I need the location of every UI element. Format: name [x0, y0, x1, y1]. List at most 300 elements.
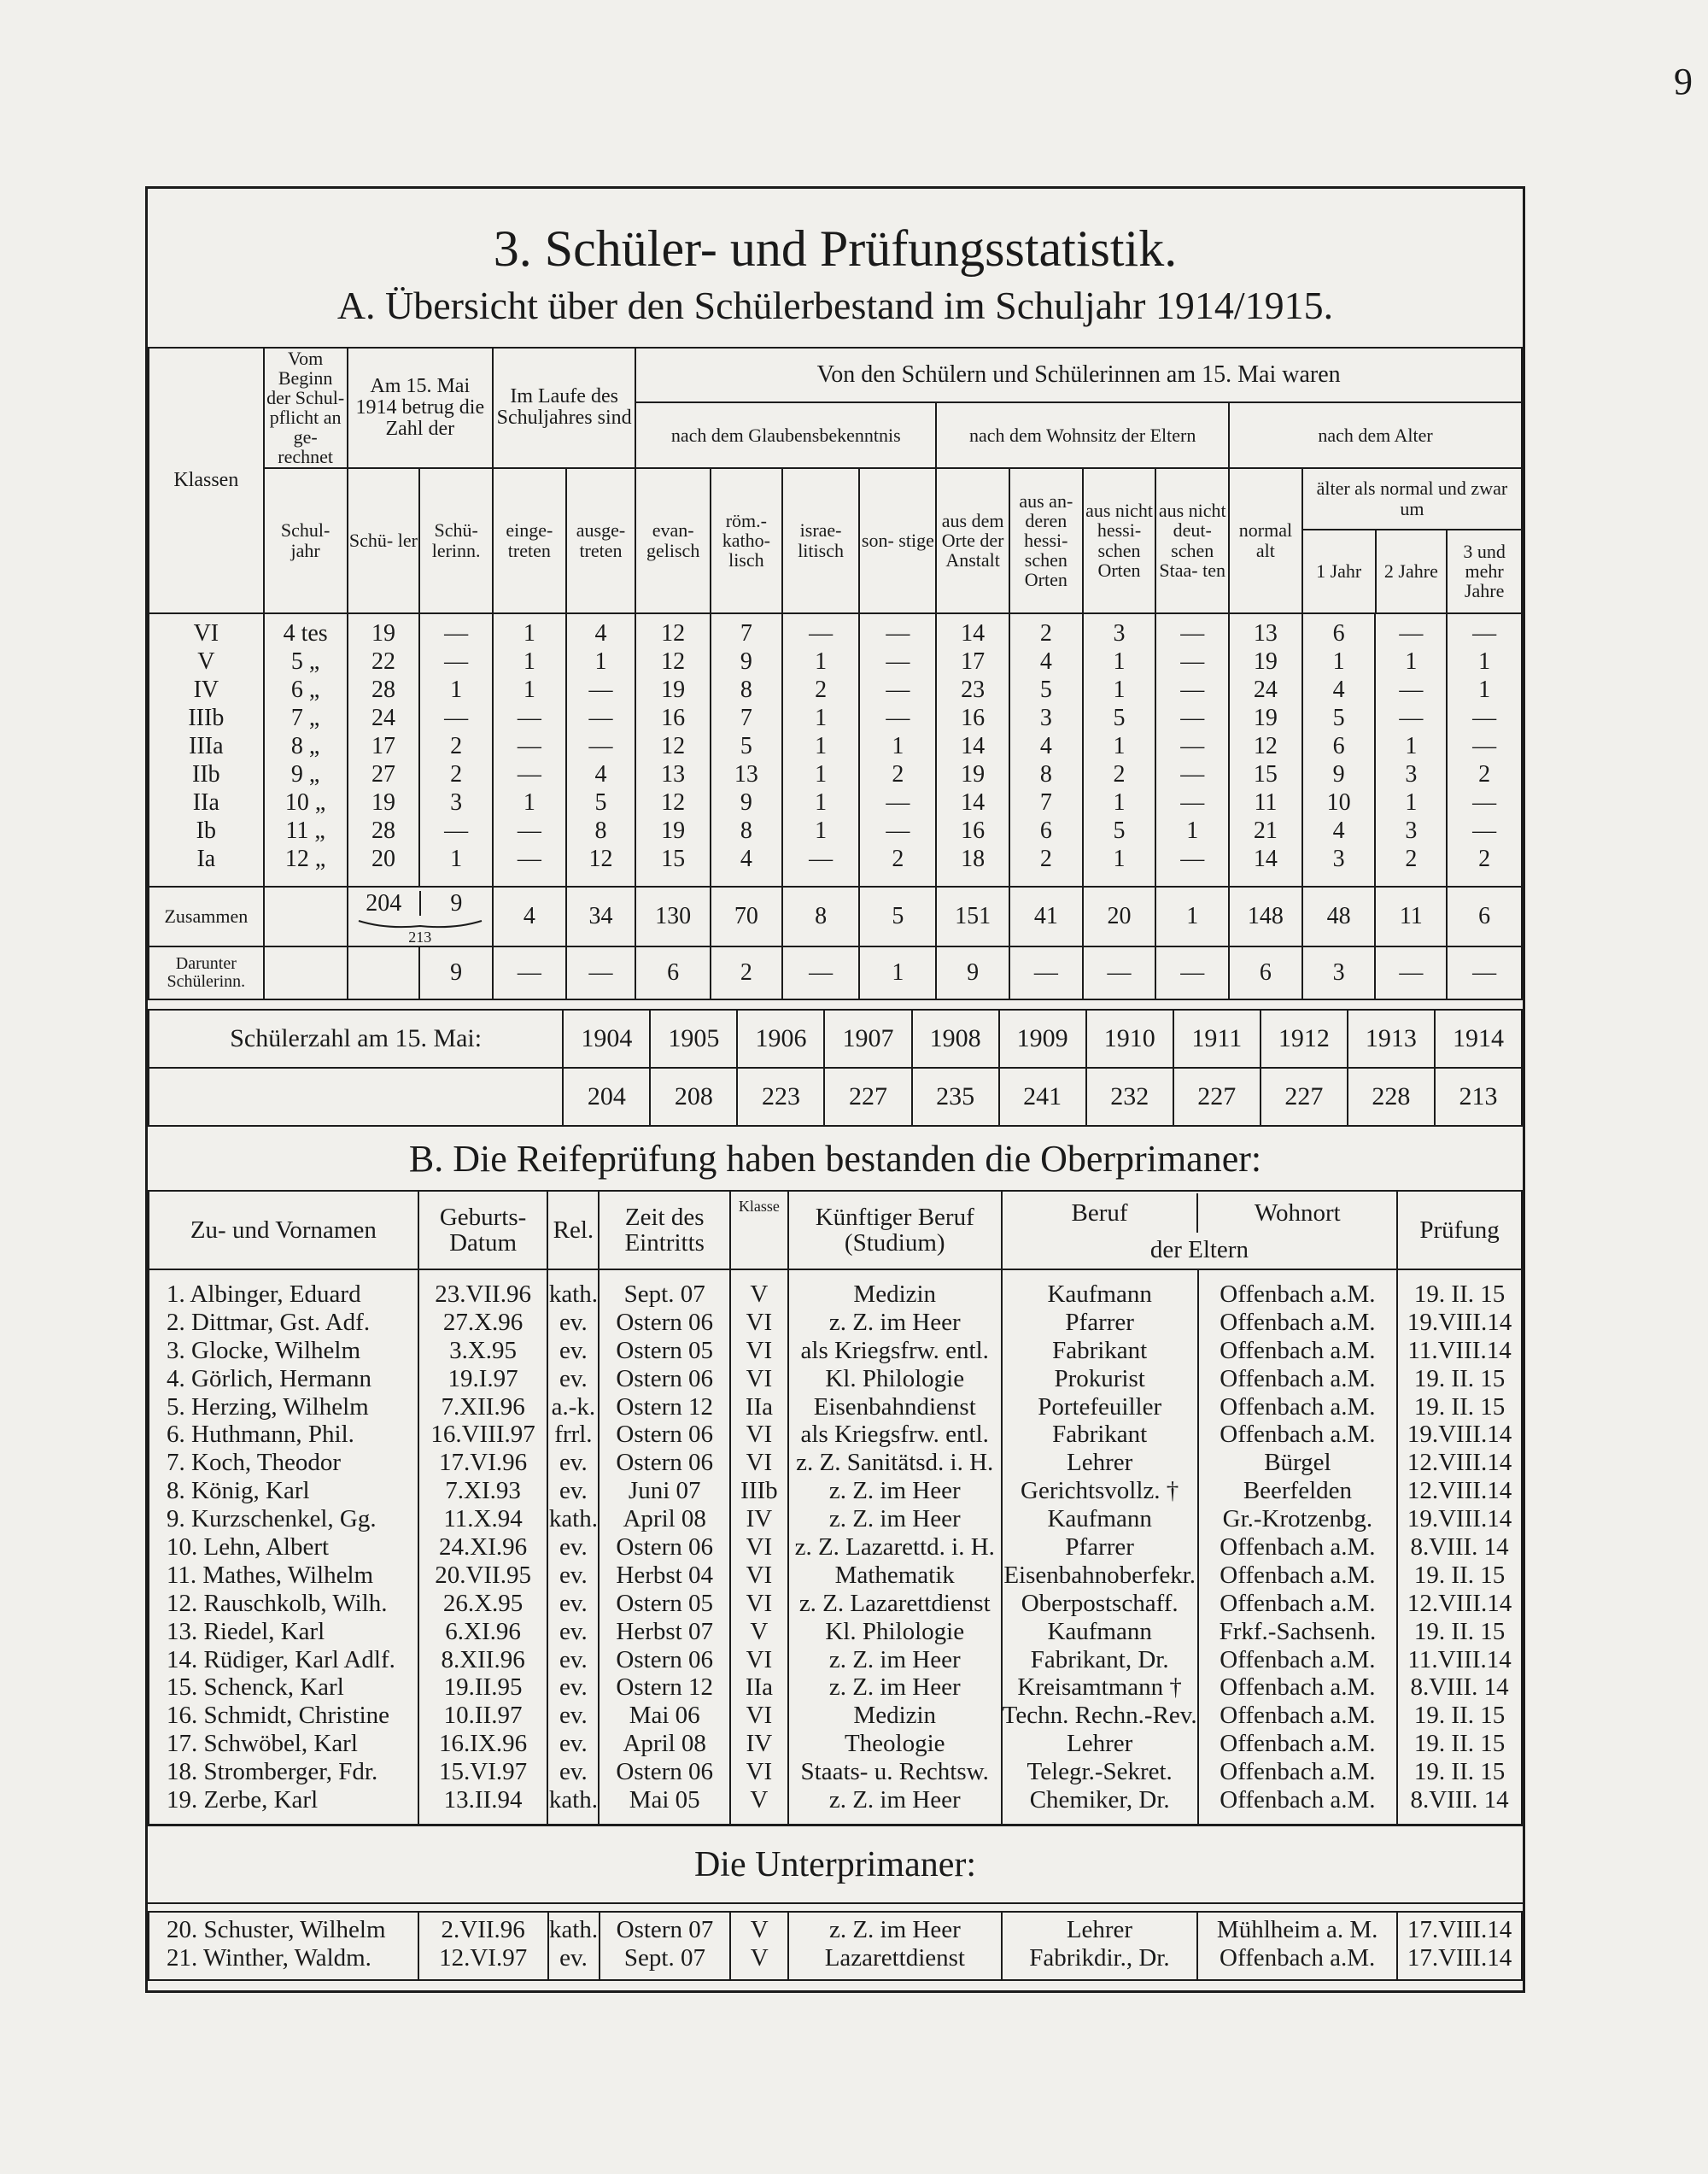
list-item-wohnort: Offenbach a.M.	[1220, 1944, 1376, 1972]
table-cell: —	[1180, 788, 1205, 816]
list-item-rel: ev.	[559, 1336, 588, 1364]
table-cell: —	[809, 845, 834, 872]
list-item-beruf: Oberpostschaff.	[1021, 1589, 1179, 1617]
list-item-beruf: Lehrer	[1067, 1730, 1133, 1758]
table-cell: —	[1180, 760, 1205, 788]
table-cell: —	[1472, 704, 1497, 731]
header-evangelisch: evan- gelisch	[635, 468, 711, 613]
table-cell: 2	[892, 760, 904, 788]
table-cell: 7	[740, 704, 752, 731]
zusammen-row	[149, 887, 1522, 946]
list-item-beruf: Kaufmann	[1047, 1617, 1152, 1645]
darunter-cell: 2	[711, 946, 782, 999]
list-item-pruefung: 19.VIII.14	[1407, 1308, 1512, 1336]
list-item-zeit: Ostern 12	[616, 1392, 713, 1421]
table-cell: 5	[594, 788, 607, 816]
list-item-klasse: VI	[746, 1308, 773, 1336]
darunter-cell: —	[1375, 946, 1447, 999]
list-item-studium: z. Z. Sanitätsd. i. H.	[796, 1449, 994, 1477]
table-cell: V	[197, 648, 215, 675]
list-item-studium: als Kriegsfrw. entl.	[800, 1421, 989, 1449]
list-item-zeit: Sept. 07	[623, 1944, 705, 1972]
table-cell: IIIb	[188, 704, 225, 731]
table-cell: 3	[1405, 817, 1418, 844]
list-item-name: 7. Koch, Theodor	[167, 1449, 342, 1477]
list-item-geburt: 24.XI.96	[439, 1533, 528, 1562]
list-item-name: 1. Albinger, Eduard	[167, 1280, 361, 1308]
table-cell: 1	[815, 760, 828, 788]
list-item-geburt: 23.VII.96	[435, 1280, 531, 1308]
list-item-rel: ev.	[559, 1617, 588, 1645]
table-cell: 10	[1326, 788, 1351, 816]
table-cell: 13	[1253, 619, 1278, 647]
column-geburt	[418, 1912, 548, 1980]
header-alter: nach dem Alter	[1229, 402, 1522, 468]
header-katholisch: röm.- katho- lisch	[711, 468, 782, 613]
table-cell: —	[1399, 619, 1424, 647]
list-item-name: 5. Herzing, Wilhelm	[167, 1392, 369, 1421]
schuelerzahl-label: Schülerzahl am 15. Mai:	[149, 1010, 563, 1068]
list-item-zeit: April 08	[623, 1505, 706, 1533]
zusammen-cell: 148	[1229, 887, 1302, 946]
list-item-klasse: V	[750, 1617, 769, 1645]
list-item-pruefung: 8.VIII. 14	[1410, 1786, 1509, 1814]
list-item-zeit: Juni 07	[628, 1477, 701, 1505]
column-pruefung	[1397, 1269, 1522, 1825]
column-sonstige	[859, 613, 936, 887]
count-cell: 213	[1435, 1068, 1522, 1126]
table-cell: 12	[1253, 732, 1278, 759]
list-item-name: 2. Dittmar, Gst. Adf.	[167, 1308, 371, 1336]
table-cell: 6	[1039, 817, 1052, 844]
table-cell: 14	[961, 619, 986, 647]
header-von-den-schuelern: Von den Schülern und Schülerinnen am 15. Mai waren	[635, 348, 1522, 402]
table-cell: —	[1472, 817, 1497, 844]
table-cell: 24	[1253, 676, 1278, 703]
list-item-wohnort: Offenbach a.M.	[1220, 1280, 1376, 1308]
list-item-geburt: 20.VII.95	[435, 1561, 531, 1589]
list-item-klasse: IIa	[745, 1392, 773, 1421]
table-cell: —	[1180, 704, 1205, 731]
list-item-pruefung: 8.VIII. 14	[1410, 1533, 1509, 1562]
darunter-schuelerinnen: 9	[419, 946, 493, 999]
unterprimaner-title: Die Unterprimaner:	[693, 1845, 977, 1884]
table-cell: —	[886, 676, 910, 703]
column-3-jahre	[1447, 613, 1522, 887]
list-item-geburt: 2.VII.96	[441, 1916, 525, 1943]
list-item-beruf: Fabrikant	[1052, 1336, 1148, 1364]
zusammen-cell: 130	[635, 887, 711, 946]
list-item-klasse: VI	[746, 1533, 773, 1562]
zusammen-cell: 20	[1083, 887, 1156, 946]
column-schueler	[348, 613, 420, 887]
table-cell: 1	[815, 817, 828, 844]
table-cell: —	[1180, 732, 1205, 759]
page-title: 3. Schüler- und Prüfungsstatistik.	[493, 220, 1178, 277]
table-cell: 1	[450, 676, 463, 703]
header-wohnort: Wohnort	[1196, 1193, 1396, 1233]
list-item-name: 8. König, Karl	[167, 1477, 310, 1505]
zusammen-cell: 5	[859, 887, 936, 946]
column-name	[149, 1269, 418, 1825]
column-klassen	[149, 613, 264, 887]
table-cell: Ib	[196, 817, 216, 844]
page-number: 9	[1674, 61, 1693, 103]
schuelerzahl-years-row	[149, 1010, 1522, 1068]
list-item-zeit: Herbst 07	[616, 1617, 713, 1645]
zusammen-cell: 8	[782, 887, 860, 946]
list-item-klasse: V	[750, 1786, 769, 1814]
table-cell: 3	[1113, 619, 1126, 647]
table-cell: 4 tes	[283, 619, 328, 647]
table-cell: —	[588, 704, 613, 731]
table-cell: 4	[594, 760, 607, 788]
list-item-klasse: V	[750, 1944, 769, 1972]
zusammen-cell: 41	[1009, 887, 1083, 946]
list-item-pruefung: 19. II. 15	[1413, 1617, 1506, 1645]
table-cell: 5	[740, 732, 752, 759]
column-beruf	[1002, 1912, 1198, 1980]
class-data-row	[149, 613, 1522, 887]
divider	[148, 1902, 1523, 1904]
table-cell: 2	[815, 676, 828, 703]
list-item-studium: Medizin	[853, 1702, 937, 1730]
table-cell: IIb	[192, 760, 220, 788]
list-item-klasse: V	[750, 1916, 769, 1943]
list-item-name: 21. Winther, Waldm.	[167, 1944, 371, 1972]
unterprimaner-body-row	[149, 1912, 1522, 1980]
list-item-geburt: 7.XII.96	[441, 1392, 525, 1421]
table-cell: 14	[961, 788, 986, 816]
table-cell: —	[517, 732, 541, 759]
header-3-jahre: 3 und mehr Jahre	[1463, 540, 1506, 602]
table-cell: 1	[815, 648, 828, 675]
table-cell: 2	[450, 760, 463, 788]
list-item-studium: Lazarettdienst	[824, 1944, 965, 1972]
year-cell: 1913	[1348, 1010, 1435, 1068]
column-zeit	[600, 1912, 731, 1980]
table-cell: 8	[740, 817, 752, 844]
darunter-cell: —	[782, 946, 860, 999]
table-cell: 1	[1405, 648, 1418, 675]
list-item-rel: a.-k.	[551, 1392, 596, 1421]
table-cell: 2	[450, 732, 463, 759]
table-cell: —	[1472, 619, 1497, 647]
list-item-pruefung: 19. II. 15	[1413, 1758, 1506, 1786]
count-cell: 235	[912, 1068, 999, 1126]
list-item-rel: ev.	[559, 1758, 588, 1786]
table-cell: IV	[193, 676, 219, 703]
table-cell: —	[809, 619, 834, 647]
list-item-name: 13. Riedel, Karl	[167, 1617, 325, 1645]
list-item-klasse: VI	[746, 1336, 773, 1364]
table-cell: 5 „	[290, 648, 320, 675]
list-item-geburt: 3.X.95	[449, 1336, 518, 1364]
table-cell: 1	[1405, 788, 1418, 816]
year-cell: 1906	[737, 1010, 824, 1068]
table-cell: 1	[1113, 732, 1126, 759]
list-item-beruf: Telegr.-Sekret.	[1027, 1758, 1173, 1786]
table-cell: —	[1180, 845, 1205, 872]
header-wohnsitz: nach dem Wohnsitz der Eltern	[936, 402, 1229, 468]
table-cell: 3	[450, 788, 463, 816]
list-item-zeit: Sept. 07	[623, 1280, 705, 1308]
table-cell: 1	[1113, 788, 1126, 816]
list-item-wohnort: Mühlheim a. M.	[1216, 1916, 1378, 1943]
table-cell: —	[444, 619, 469, 647]
table-cell: 8	[594, 817, 607, 844]
reifepruefung-header-row	[149, 1191, 1522, 1269]
zusammen-total-cell	[348, 887, 493, 946]
table-cell: 16	[961, 704, 986, 731]
list-item-klasse: VI	[746, 1589, 773, 1617]
list-item-geburt: 11.X.94	[443, 1505, 523, 1533]
zusammen-cell: 34	[566, 887, 636, 946]
list-item-klasse: IV	[746, 1505, 773, 1533]
list-item-wohnort: Offenbach a.M.	[1220, 1645, 1376, 1673]
column-rel	[548, 1912, 600, 1980]
list-item-rel: ev.	[559, 1477, 588, 1505]
table-cell: 17	[371, 732, 395, 759]
table-cell: —	[886, 648, 910, 675]
list-item-pruefung: 19.VIII.14	[1407, 1421, 1512, 1449]
reifepruefung-body-row	[149, 1269, 1522, 1825]
year-cell: 1907	[824, 1010, 911, 1068]
list-item-klasse: VI	[746, 1702, 773, 1730]
table-cell: 21	[1253, 817, 1278, 844]
list-item-klasse: VI	[746, 1758, 773, 1786]
table-cell: 1	[1113, 845, 1126, 872]
list-item-wohnort: Offenbach a.M.	[1220, 1421, 1376, 1449]
list-item-rel: ev.	[559, 1533, 588, 1562]
list-item-studium: z. Z. im Heer	[828, 1673, 961, 1702]
table-cell: 9	[740, 648, 752, 675]
table-cell: —	[517, 760, 541, 788]
table-cell: 8	[1039, 760, 1052, 788]
header-glaubensbekenntnis: nach dem Glaubensbekenntnis	[635, 402, 936, 468]
darunter-cell: 1	[859, 946, 936, 999]
darunter-cell: 6	[1229, 946, 1302, 999]
header-ausgetreten: ausge- treten	[566, 468, 636, 613]
table-cell: 1	[815, 732, 828, 759]
list-item-geburt: 16.IX.96	[439, 1730, 528, 1758]
column-normal-alt	[1229, 613, 1302, 887]
table-cell: —	[588, 732, 613, 759]
list-item-zeit: April 08	[623, 1730, 706, 1758]
list-item-pruefung: 19. II. 15	[1413, 1364, 1506, 1392]
table-cell: 5	[1113, 704, 1126, 731]
list-item-zeit: Ostern 07	[616, 1916, 714, 1943]
list-item-wohnort: Offenbach a.M.	[1220, 1364, 1376, 1392]
list-item-studium: z. Z. Lazarettdienst	[798, 1589, 991, 1617]
list-item-pruefung: 19.VIII.14	[1407, 1505, 1512, 1533]
list-item-rel: frrl.	[554, 1421, 593, 1449]
list-item-zeit: Ostern 06	[616, 1758, 713, 1786]
list-item-studium: z. Z. im Heer	[828, 1505, 961, 1533]
table-cell: —	[886, 704, 910, 731]
count-cell: 232	[1086, 1068, 1173, 1126]
column-aus-dem-orte	[936, 613, 1009, 887]
list-item-wohnort: Bürgel	[1264, 1449, 1331, 1477]
table-cell: 6	[1332, 732, 1345, 759]
darunter-cell: —	[1155, 946, 1229, 999]
schuelerzahl-counts-row	[149, 1068, 1522, 1126]
table-cell: 1	[1113, 648, 1126, 675]
list-item-klasse: VI	[746, 1645, 773, 1673]
list-item-klasse: IV	[746, 1730, 773, 1758]
list-item-pruefung: 8.VIII. 14	[1410, 1673, 1509, 1702]
list-item-pruefung: 12.VIII.14	[1407, 1477, 1512, 1505]
table-cell: 19	[961, 760, 986, 788]
header-geburt: Geburts- Datum	[418, 1191, 548, 1269]
year-cell: 1909	[999, 1010, 1086, 1068]
list-item-studium: z. Z. Lazarettd. i. H.	[794, 1533, 995, 1562]
table-cell: 5	[1113, 817, 1126, 844]
list-item-klasse: IIa	[745, 1673, 773, 1702]
list-item-wohnort: Offenbach a.M.	[1220, 1673, 1376, 1702]
column-klasse	[730, 1912, 788, 1980]
table-cell: 15	[661, 845, 686, 872]
header-im-laufe: Im Laufe des Schuljahres sind	[493, 348, 635, 468]
header-aus-nicht-deutsch: aus nicht deut- schen Staa- ten	[1155, 468, 1229, 613]
list-item-pruefung: 19. II. 15	[1413, 1561, 1506, 1589]
header-1-jahr: 1 Jahr	[1303, 530, 1377, 612]
list-item-studium: Eisenbahndienst	[813, 1392, 976, 1421]
count-cell: 241	[999, 1068, 1086, 1126]
list-item-studium: z. Z. im Heer	[828, 1916, 961, 1943]
list-item-rel: ev.	[559, 1730, 588, 1758]
column-zeit	[599, 1269, 730, 1825]
list-item-beruf: Fabrikdir., Dr.	[1029, 1944, 1170, 1972]
list-item-klasse: VI	[746, 1561, 773, 1589]
schuelerzahl-table	[148, 1009, 1523, 1127]
count-cell: 227	[1261, 1068, 1348, 1126]
list-item-studium: Kl. Philologie	[825, 1364, 965, 1392]
header-aus-dem-orte: aus dem Orte der Anstalt	[936, 468, 1009, 613]
column-wohnort	[1198, 1269, 1397, 1825]
brace-icon	[352, 919, 488, 929]
table-cell: 22	[371, 648, 395, 675]
list-item-studium: Mathematik	[834, 1561, 955, 1589]
zusammen-sum: 213	[408, 928, 432, 946]
table-cell: 18	[961, 845, 986, 872]
table-cell: 6	[1332, 619, 1345, 647]
list-item-name: 11. Mathes, Wilhelm	[167, 1561, 374, 1589]
header-zeit: Zeit des Eintritts	[599, 1191, 730, 1269]
list-item-klasse: VI	[746, 1364, 773, 1392]
column-rel	[547, 1269, 599, 1825]
table-cell: 13	[734, 760, 758, 788]
table-cell: —	[1399, 676, 1424, 703]
table-cell: 1	[815, 704, 828, 731]
list-item-geburt: 6.XI.96	[445, 1617, 521, 1645]
table-cell: —	[444, 817, 469, 844]
table-cell: 4	[1332, 676, 1345, 703]
list-item-studium: z. Z. im Heer	[828, 1645, 961, 1673]
list-item-zeit: Ostern 06	[616, 1645, 713, 1673]
header-schuelerinnen: Schü- lerinn.	[419, 468, 493, 613]
list-item-studium: z. Z. im Heer	[828, 1477, 961, 1505]
table-cell: 1	[594, 648, 607, 675]
list-item-name: 9. Kurzschenkel, Gg.	[167, 1505, 377, 1533]
list-item-zeit: Ostern 06	[616, 1308, 713, 1336]
table-cell: 11	[1254, 788, 1278, 816]
column-ausgetreten	[566, 613, 636, 887]
table-cell: 4	[1332, 817, 1345, 844]
list-item-wohnort: Offenbach a.M.	[1220, 1308, 1376, 1336]
header-sonstige: son- stige	[859, 468, 936, 613]
list-item-name: 20. Schuster, Wilhelm	[167, 1916, 386, 1943]
table-cell: 16	[661, 704, 686, 731]
table-cell: 14	[961, 732, 986, 759]
header-normal-alt: normal alt	[1229, 468, 1302, 613]
zusammen-cell: 4	[493, 887, 566, 946]
zusammen-cell: 1	[1155, 887, 1229, 946]
darunter-cell: —	[1083, 946, 1156, 999]
table-cell: 28	[371, 817, 395, 844]
table-cell: IIIa	[189, 732, 224, 759]
list-item-zeit: Ostern 05	[616, 1589, 713, 1617]
zusammen-cell: 48	[1302, 887, 1376, 946]
list-item-rel: kath.	[548, 1505, 598, 1533]
table-cell: —	[886, 619, 910, 647]
header-pruefung: Prüfung	[1397, 1191, 1522, 1269]
table-cell: —	[444, 704, 469, 731]
table-cell: 2	[1478, 845, 1491, 872]
table-cell: 23	[961, 676, 986, 703]
list-item-wohnort: Offenbach a.M.	[1220, 1392, 1376, 1421]
header-schuljahr: Schul- jahr	[264, 468, 348, 613]
list-item-wohnort: Offenbach a.M.	[1220, 1533, 1376, 1562]
list-item-name: 6. Huthmann, Phil.	[167, 1421, 354, 1449]
list-item-studium: Theologie	[844, 1730, 945, 1758]
list-item-pruefung: 11.VIII.14	[1407, 1645, 1512, 1673]
table-cell: 1	[1332, 648, 1345, 675]
list-item-name: 19. Zerbe, Karl	[167, 1786, 319, 1814]
table-cell: —	[1472, 732, 1497, 759]
list-item-wohnort: Offenbach a.M.	[1220, 1561, 1376, 1589]
list-item-geburt: 19.I.97	[447, 1364, 518, 1392]
table-cell: 4	[740, 845, 752, 872]
column-wohnort	[1197, 1912, 1397, 1980]
column-klasse	[730, 1269, 788, 1825]
list-item-rel: ev.	[559, 1645, 588, 1673]
table-cell: 8	[740, 676, 752, 703]
table-cell: 19	[661, 676, 686, 703]
table-cell: 2	[1039, 845, 1052, 872]
table-cell: —	[517, 817, 541, 844]
table-cell: 1	[1478, 676, 1491, 703]
header-am-15-mai: Am 15. Mai 1914 betrug die Zahl der	[348, 348, 493, 468]
list-item-pruefung: 12.VIII.14	[1407, 1589, 1512, 1617]
table-cell: 1	[1478, 648, 1491, 675]
list-item-studium: z. Z. im Heer	[828, 1786, 961, 1814]
count-cell: 228	[1348, 1068, 1435, 1126]
table-cell: 7 „	[290, 704, 320, 731]
header-der-eltern: der Eltern	[1149, 1236, 1249, 1263]
header-aus-anderen-hess: aus an- deren hessi- schen Orten	[1009, 468, 1083, 613]
statistics-frame	[145, 186, 1525, 1993]
list-item-geburt: 16.VIII.97	[430, 1421, 535, 1449]
table-cell: 9	[1332, 760, 1345, 788]
list-item-wohnort: Offenbach a.M.	[1220, 1702, 1376, 1730]
table-cell: 3	[1405, 760, 1418, 788]
table-cell: 2	[1039, 619, 1052, 647]
table-cell: 1	[523, 788, 535, 816]
column-studium	[788, 1912, 1002, 1980]
header-beruf: Beruf	[1071, 1198, 1128, 1227]
table-cell: 19	[1253, 648, 1278, 675]
